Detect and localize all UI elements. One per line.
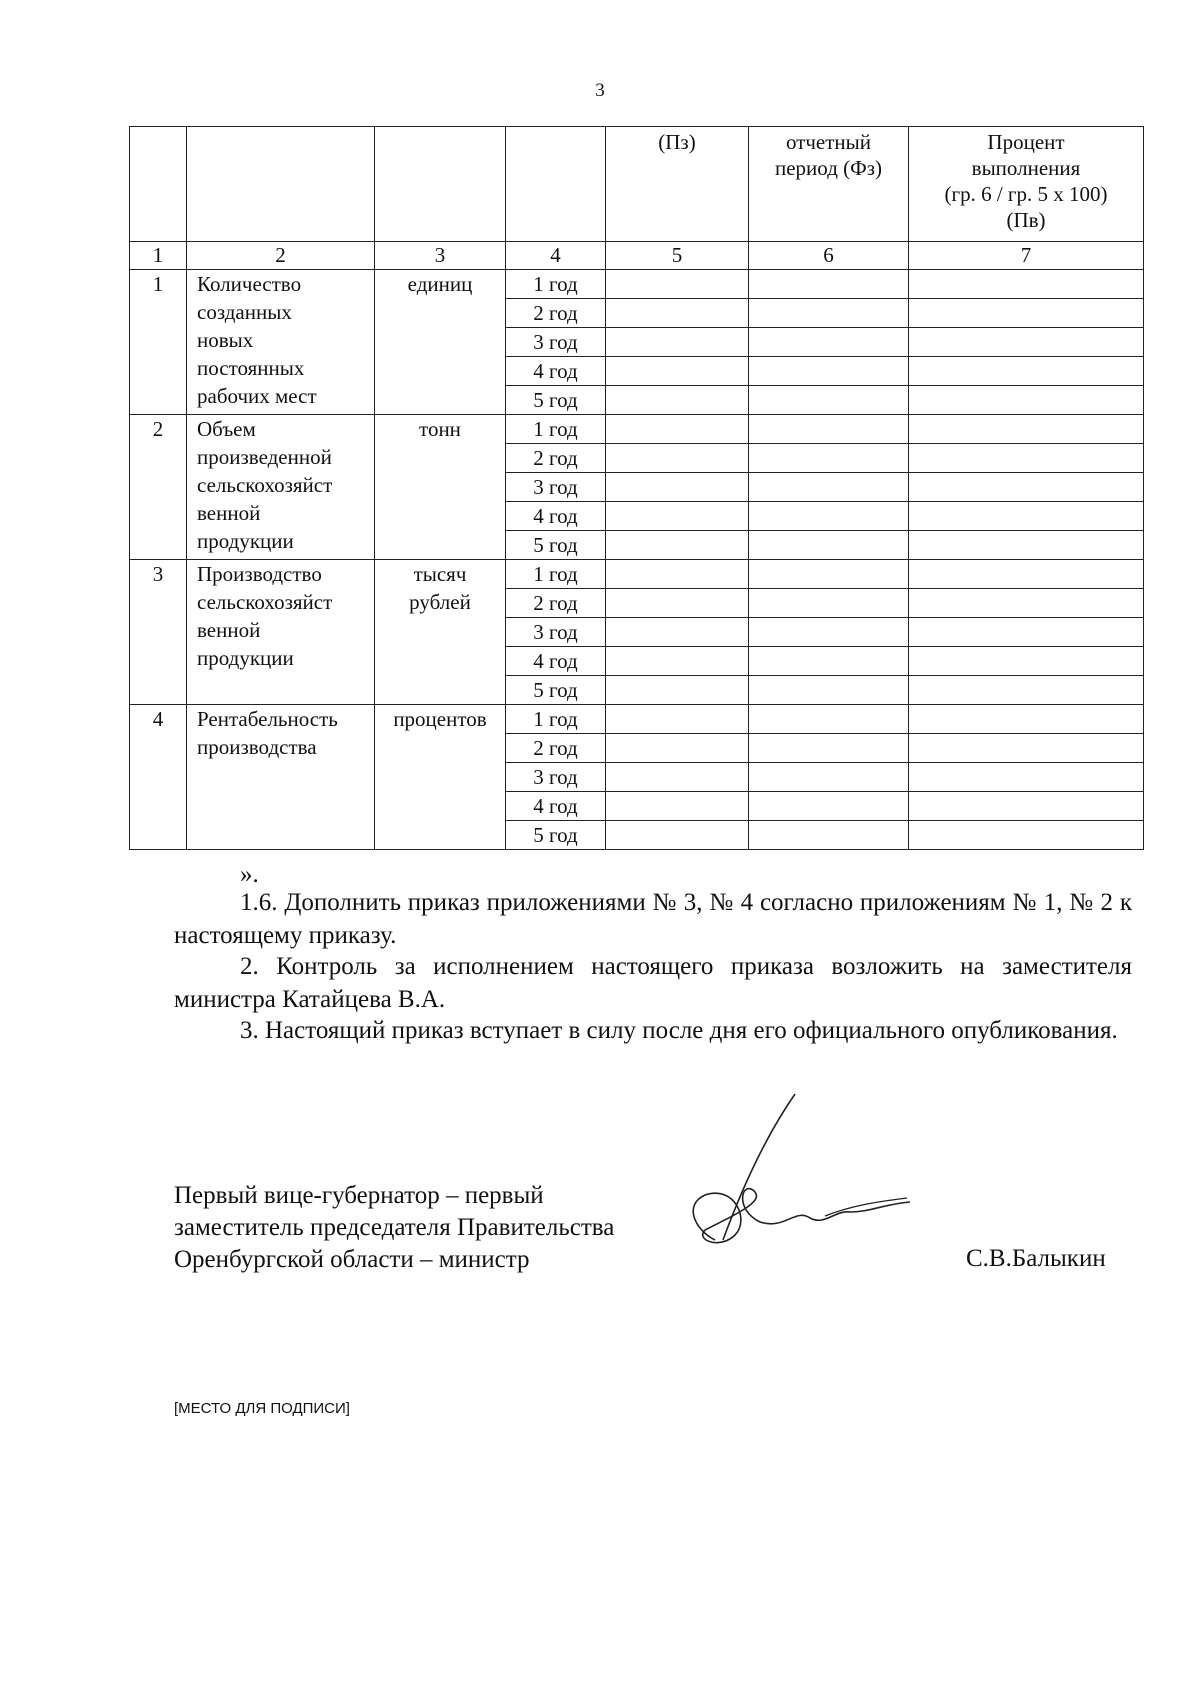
plan-value-cell (606, 473, 749, 502)
year-cell: 2 год (506, 299, 606, 328)
indicators-table (129, 126, 1144, 850)
percent-value-cell (909, 763, 1144, 792)
percent-value-cell (909, 676, 1144, 705)
plan-value-cell (606, 357, 749, 386)
year-cell: 2 год (506, 444, 606, 473)
actual-value-cell (749, 763, 909, 792)
year-cell: 4 год (506, 357, 606, 386)
column-number: 6 (749, 242, 909, 270)
table-header-row (130, 127, 1144, 242)
plan-value-cell (606, 705, 749, 734)
actual-value-cell (749, 647, 909, 676)
year-cell: 4 год (506, 502, 606, 531)
header-cell-actual: отчетный период (Фз) (749, 127, 909, 242)
plan-value-cell (606, 734, 749, 763)
year-cell: 4 год (506, 792, 606, 821)
indicator-unit: тысяч рублей (375, 560, 506, 705)
indicator-name: Объем произведенной сельскохозяйст венной продукции (187, 415, 375, 560)
actual-value-cell (749, 531, 909, 560)
table-row (130, 270, 1144, 299)
actual-value-cell (749, 676, 909, 705)
percent-value-cell (909, 560, 1144, 589)
actual-value-cell (749, 386, 909, 415)
actual-value-cell (749, 734, 909, 763)
percent-value-cell (909, 589, 1144, 618)
indicator-number: 2 (130, 415, 187, 560)
plan-value-cell (606, 299, 749, 328)
page-number: 3 (595, 80, 605, 101)
plan-value-cell (606, 821, 749, 850)
paragraph-3: 3. Настоящий приказ вступает в силу после дня его официального опубликования. (240, 1017, 1118, 1044)
header-cell-4 (506, 127, 606, 242)
paragraph-2: 2. Контроль за исполнением настоящего приказа возложить на заместителя министра Катайцева В.А. (174, 953, 1132, 1013)
plan-value-cell (606, 386, 749, 415)
year-cell: 5 год (506, 821, 606, 850)
percent-value-cell (909, 502, 1144, 531)
plan-value-cell (606, 444, 749, 473)
indicator-unit: единиц (375, 270, 506, 415)
actual-value-cell (749, 328, 909, 357)
indicator-name: Количество созданных новых постоянных рабочих мест (187, 270, 375, 415)
plan-value-cell (606, 531, 749, 560)
actual-value-cell (749, 299, 909, 328)
year-cell: 5 год (506, 676, 606, 705)
year-cell: 1 год (506, 560, 606, 589)
year-cell: 4 год (506, 647, 606, 676)
column-number: 5 (606, 242, 749, 270)
actual-value-cell (749, 357, 909, 386)
indicator-number: 3 (130, 560, 187, 705)
plan-value-cell (606, 589, 749, 618)
plan-value-cell (606, 560, 749, 589)
percent-value-cell (909, 299, 1144, 328)
plan-value-cell (606, 502, 749, 531)
percent-value-cell (909, 473, 1144, 502)
signer-title-line: Оренбургской области – министр (174, 1246, 530, 1273)
handwritten-signature (675, 1090, 915, 1270)
year-cell: 3 год (506, 328, 606, 357)
plan-value-cell (606, 676, 749, 705)
indicator-unit: процентов (375, 705, 506, 850)
signature-block (174, 1180, 614, 1276)
column-numbers-row (130, 242, 1144, 270)
percent-value-cell (909, 792, 1144, 821)
percent-value-cell (909, 618, 1144, 647)
actual-value-cell (749, 473, 909, 502)
table-row (130, 705, 1144, 734)
column-number: 1 (130, 242, 187, 270)
year-cell: 1 год (506, 705, 606, 734)
year-cell: 1 год (506, 270, 606, 299)
header-cell-3 (375, 127, 506, 242)
column-number: 2 (187, 242, 375, 270)
plan-value-cell (606, 415, 749, 444)
actual-value-cell (749, 270, 909, 299)
plan-value-cell (606, 647, 749, 676)
plan-value-cell (606, 328, 749, 357)
header-cell-percent: Процент выполнения (гр. 6 / гр. 5 x 100) (Пв) (909, 127, 1144, 242)
closing-quote: ». (240, 861, 259, 888)
column-number: 4 (506, 242, 606, 270)
header-cell-1 (130, 127, 187, 242)
table-row (130, 415, 1144, 444)
paragraph-1-6: 1.6. Дополнить приказ приложениями № 3, № 4 согласно приложениям № 1, № 2 к настоящему приказу. (174, 889, 1132, 949)
column-number: 3 (375, 242, 506, 270)
year-cell: 2 год (506, 589, 606, 618)
actual-value-cell (749, 618, 909, 647)
indicator-name: Производство сельскохозяйст венной продукции (187, 560, 375, 705)
percent-value-cell (909, 531, 1144, 560)
actual-value-cell (749, 560, 909, 589)
year-cell: 2 год (506, 734, 606, 763)
actual-value-cell (749, 415, 909, 444)
year-cell: 3 год (506, 473, 606, 502)
signer-title-line: Первый вице-губернатор – первый (174, 1182, 544, 1209)
actual-value-cell (749, 444, 909, 473)
actual-value-cell (749, 792, 909, 821)
indicator-unit: тонн (375, 415, 506, 560)
signature-placeholder: [МЕСТО ДЛЯ ПОДПИСИ] (174, 1400, 350, 1417)
actual-value-cell (749, 705, 909, 734)
header-cell-2 (187, 127, 375, 242)
signer-title-line: заместитель председателя Правительства (174, 1214, 615, 1241)
indicator-name: Рентабельность производства (187, 705, 375, 850)
indicator-number: 4 (130, 705, 187, 850)
percent-value-cell (909, 705, 1144, 734)
percent-value-cell (909, 270, 1144, 299)
actual-value-cell (749, 821, 909, 850)
percent-value-cell (909, 357, 1144, 386)
plan-value-cell (606, 763, 749, 792)
percent-value-cell (909, 647, 1144, 676)
actual-value-cell (749, 589, 909, 618)
percent-value-cell (909, 386, 1144, 415)
plan-value-cell (606, 618, 749, 647)
percent-value-cell (909, 328, 1144, 357)
year-cell: 3 год (506, 763, 606, 792)
year-cell: 3 год (506, 618, 606, 647)
column-number: 7 (909, 242, 1144, 270)
year-cell: 5 год (506, 531, 606, 560)
percent-value-cell (909, 734, 1144, 763)
table-row (130, 560, 1144, 589)
plan-value-cell (606, 792, 749, 821)
percent-value-cell (909, 415, 1144, 444)
actual-value-cell (749, 502, 909, 531)
signer-name: С.В.Балыкин (966, 1245, 1106, 1272)
header-cell-plan: (Пз) (606, 127, 749, 242)
percent-value-cell (909, 821, 1144, 850)
percent-value-cell (909, 444, 1144, 473)
year-cell: 1 год (506, 415, 606, 444)
indicator-number: 1 (130, 270, 187, 415)
year-cell: 5 год (506, 386, 606, 415)
plan-value-cell (606, 270, 749, 299)
